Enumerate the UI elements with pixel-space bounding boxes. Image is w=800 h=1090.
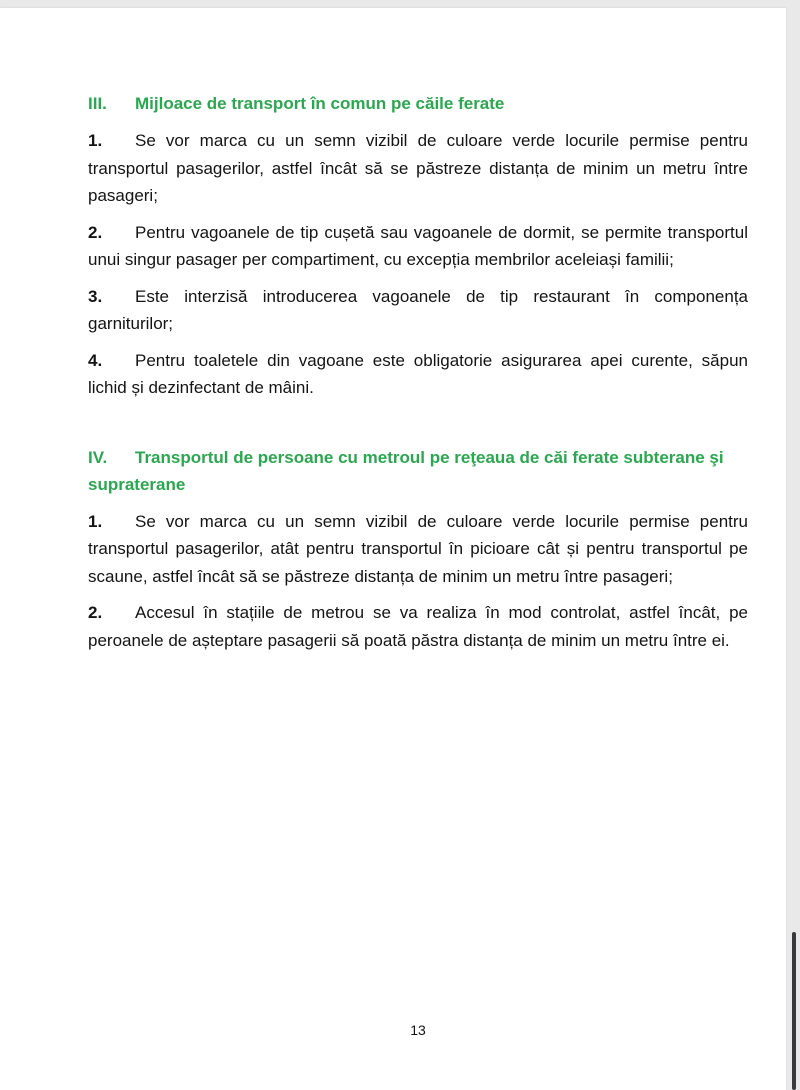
- section-heading-iii: [88, 90, 748, 117]
- list-item: [88, 508, 748, 591]
- item-text: Se vor marca cu un semn vizibil de culoare verde locurile permise pentru transportul pasagerilor, astfel încât să se păstreze distanța de minim un metru între pasageri;: [88, 131, 748, 205]
- list-item: [88, 127, 748, 210]
- item-text: Pentru vagoanele de tip cușetă sau vagoanele de dormit, se permite transportul unui singur pasager per compartiment, cu excepția membrilor aceleiași familii;: [88, 222, 748, 269]
- list-item: [88, 599, 748, 654]
- section-heading-iv: [88, 444, 748, 498]
- section-number: IV.: [88, 447, 108, 467]
- item-text: Se vor marca cu un semn vizibil de culoare verde locurile permise pentru transportul pasagerilor, atât pentru transportul în picioare cât și pentru transportul pe scaune, astfel încât să se păstreze distanța de minim un metru între pasageri;: [88, 511, 748, 586]
- item-text: Pentru toaletele din vagoane este obligatorie asigurarea apei curente, săpun lichid și dezinfectant de mâini.: [88, 350, 748, 397]
- list-item: [88, 219, 748, 274]
- item-number: 1.: [88, 511, 103, 531]
- section-title: Transportul de persoane cu metroul pe reţeaua de căi ferate subterane şi supraterane: [88, 447, 724, 494]
- section-spacer: [88, 411, 748, 444]
- document-page: [0, 8, 786, 1090]
- item-number: 3.: [88, 286, 103, 306]
- item-number: 2.: [88, 222, 103, 242]
- item-number: 1.: [88, 131, 103, 150]
- scrollbar-thumb[interactable]: [792, 932, 796, 1090]
- item-number: 2.: [88, 603, 103, 622]
- item-number: 4.: [88, 350, 103, 370]
- list-item: [88, 283, 748, 338]
- item-text: Este interzisă introducerea vagoanele de tip restaurant în componența garniturilor;: [88, 286, 748, 333]
- item-text: Accesul în stațiile de metrou se va realiza în mod controlat, astfel încât, pe peroanele de așteptare pasagerii să poată păstra distanța de minim un metru între ei.: [88, 603, 748, 650]
- list-item: [88, 347, 748, 402]
- page-number: 13: [410, 1022, 426, 1038]
- page-content: [88, 90, 748, 663]
- section-title: Mijloace de transport în comun pe căile ferate: [135, 94, 505, 113]
- section-number: III.: [88, 94, 107, 113]
